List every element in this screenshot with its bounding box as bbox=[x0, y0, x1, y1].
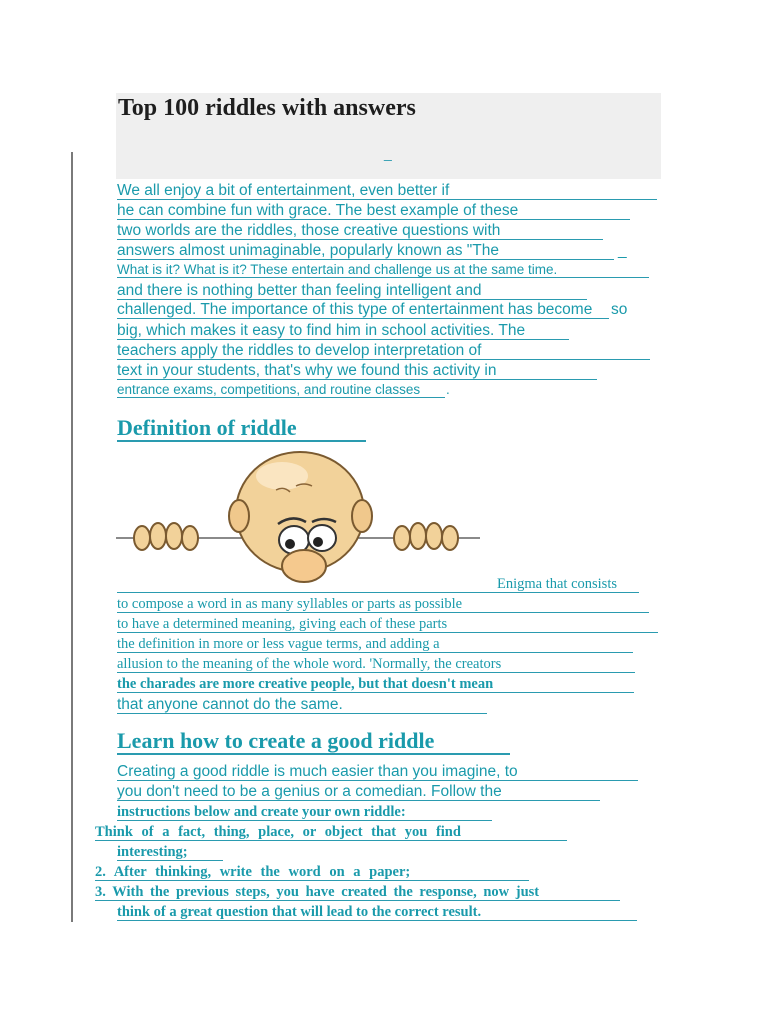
banner-mark: _ bbox=[384, 145, 392, 161]
learn-step-2: 2. After thinking, write the word on a paper; bbox=[95, 864, 529, 881]
definition-line-1 bbox=[117, 576, 639, 593]
intro-line-4: answers almost unimaginable, popularly known as "The bbox=[117, 242, 614, 260]
intro-line-11: entrance exams, competitions, and routine classes bbox=[117, 382, 445, 398]
intro-line-4-tail: _ bbox=[618, 242, 627, 259]
intro-line-11-tail: . bbox=[446, 382, 450, 397]
margin-rule bbox=[71, 152, 73, 922]
learn-step-1-cont: interesting; bbox=[117, 844, 223, 861]
intro-line-1: We all enjoy a bit of entertainment, even better if bbox=[117, 182, 657, 200]
intro-line-7: challenged. The importance of this type of entertainment has become bbox=[117, 301, 609, 319]
intro-line-3: two worlds are the riddles, those creative questions with bbox=[117, 222, 603, 240]
peeking-man-illustration bbox=[116, 446, 480, 588]
definition-line-2: to compose a word in as many syllables or parts as possible bbox=[117, 596, 649, 613]
learn-step-1: Think of a fact, thing, place, or object that you find bbox=[95, 824, 567, 841]
definition-line-7: that anyone cannot do the same. bbox=[117, 696, 487, 714]
definition-line-4: the definition in more or less vague terms, and adding a bbox=[117, 636, 633, 653]
learn-line-1: Creating a good riddle is much easier than you imagine, to bbox=[117, 763, 638, 781]
definition-line-6: the charades are more creative people, but that doesn't mean bbox=[117, 676, 634, 693]
definition-line-1-text: Enigma that consists bbox=[496, 576, 617, 592]
intro-line-6: and there is nothing better than feeling intelligent and bbox=[117, 282, 587, 300]
definition-line-5: allusion to the meaning of the whole word. 'Normally, the creators bbox=[117, 656, 635, 673]
intro-line-7-tail: so bbox=[611, 301, 628, 318]
title-banner bbox=[116, 93, 661, 179]
learn-step-3: 3. With the previous steps, you have created the response, now just bbox=[95, 884, 620, 901]
page-title: Top 100 riddles with answers bbox=[118, 95, 416, 121]
intro-line-8: big, which makes it easy to find him in school activities. The bbox=[117, 322, 569, 340]
definition-heading: Definition of riddle bbox=[117, 416, 366, 442]
intro-line-5: What is it? What is it? These entertain and challenge us at the same time. bbox=[117, 262, 649, 278]
intro-line-9: teachers apply the riddles to develop interpretation of bbox=[117, 342, 650, 360]
intro-line-2: he can combine fun with grace. The best example of these bbox=[117, 202, 630, 220]
learn-line-3: instructions below and create your own riddle: bbox=[117, 804, 492, 821]
intro-line-10: text in your students, that's why we found this activity in bbox=[117, 362, 597, 380]
learn-line-2: you don't need to be a genius or a comedian. Follow the bbox=[117, 783, 600, 801]
definition-line-3: to have a determined meaning, giving each of these parts bbox=[117, 616, 658, 633]
learn-step-3-cont: think of a great question that will lead to the correct result. bbox=[117, 904, 637, 921]
learn-heading: Learn how to create a good riddle bbox=[117, 729, 510, 755]
